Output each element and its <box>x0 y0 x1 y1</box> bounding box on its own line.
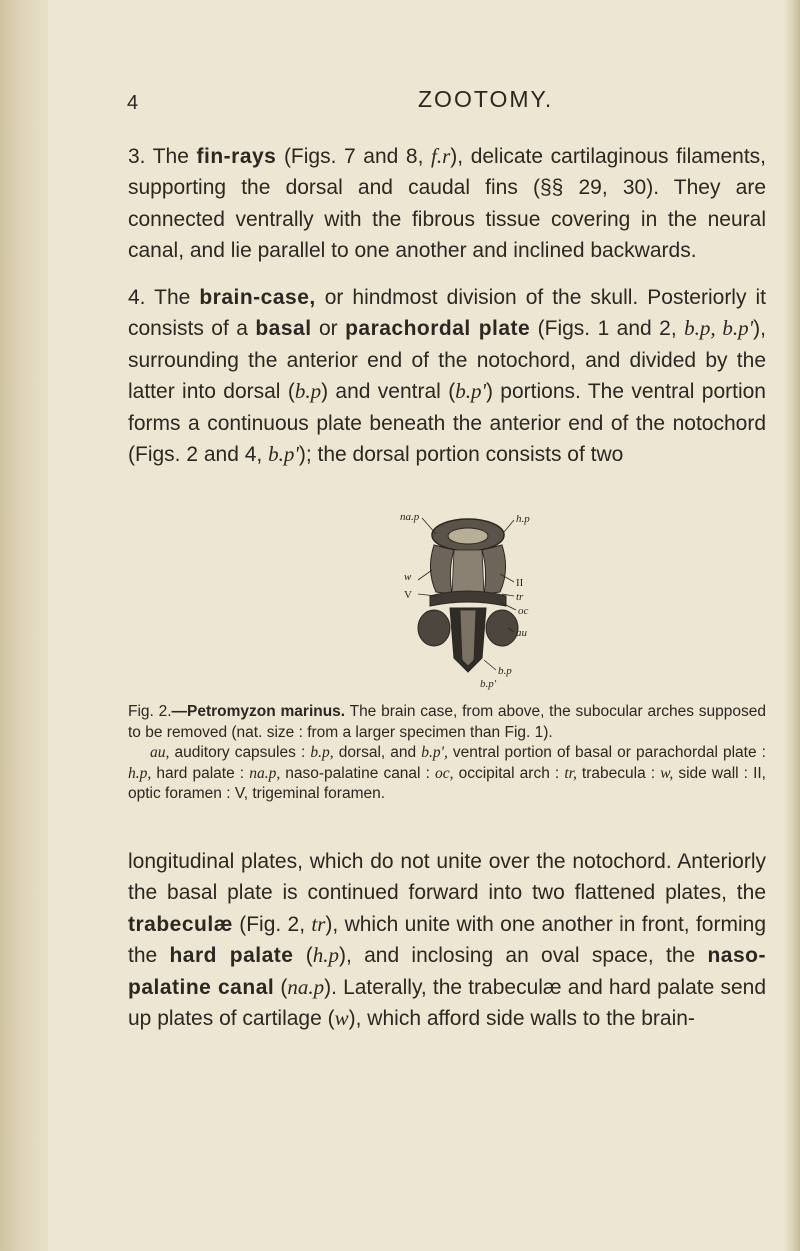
paragraph-brain-case: 4. The brain-case, or hindmost division of the skull. Posteriorly it consists of a basal or parachordal plate (Figs. 1 and 2, b.p, b.p'), surrounding the anterior end of the notochord, and divided by the latter into dorsal (b.p) and ventral (b.p') portions. The ventral portion forms a continuous plate beneath the anterior end of the notochord (Figs. 2 and 4, b.p'); the dorsal portion consists of two <box>128 286 766 467</box>
label-oc: oc <box>518 605 529 617</box>
book-spine-shadow <box>0 0 48 1251</box>
brain-case-figure <box>396 510 566 690</box>
label-b-p: b.p <box>498 665 512 677</box>
label-h-p: h.p <box>516 513 530 525</box>
paragraph-fin-rays: 3. The fin-rays (Figs. 7 and 8, f.r), delicate cartilaginous filaments, supporting the dorsal and caudal fins (§§ 29, 30). They are connected ventrally with the fibrous tissue covering in the neural canal, and lie parallel to one another and inclined backwards. <box>128 144 767 263</box>
caption-key: au, auditory capsules : b.p, dorsal, and b.p', ventral portion of basal or parachordal plate : h.p, hard palate : na.p, naso-palatine canal : oc, occipital arch : tr, trabecula : w, side wall : II, optic foramen : V, trigeminal foramen. <box>128 744 766 802</box>
term-trabeculae: trabeculæ <box>128 912 233 936</box>
figure-caption <box>128 702 766 805</box>
label-w: w <box>404 571 412 583</box>
running-title: ZOOTOMY. <box>418 86 554 112</box>
page-number: 4 <box>127 92 139 114</box>
label-au: au <box>516 627 527 639</box>
label-tr: tr <box>516 591 524 603</box>
term-naso-palatine-canal: naso-palatine canal <box>128 944 766 999</box>
label-II: II <box>516 577 524 589</box>
label-V: V <box>404 589 412 601</box>
caption-main: Fig. 2.—Petromyzon marinus. The brain case, from above, the subocular arches supposed to be removed (nat. size : from a larger specimen than Fig. 1). <box>128 703 766 741</box>
term-parachordal-plate: parachordal plate <box>345 317 531 341</box>
paragraph-trabeculae: longitudinal plates, which do not unite over the notochord. Anteriorly the basal plate is continued forward into two flattened plates, the trabeculæ (Fig. 2, tr), which unite with one another in front, forming the hard palate (h.p), and inclosing an oval space, the naso-palatine canal (na.p). Laterally, the trabeculæ and hard palate send up plates of cartilage (w), which afford side walls to the brain- <box>128 850 766 1031</box>
term-fin-rays: fin-rays <box>196 145 277 168</box>
label-b-p-prime: b.p' <box>480 678 497 690</box>
figure-drawing <box>418 518 518 672</box>
label-na-p: na.p <box>400 511 420 523</box>
term-hard-palate: hard palate <box>169 944 294 968</box>
term-basal: basal <box>255 317 312 341</box>
term-brain-case: brain-case, <box>199 286 316 309</box>
page-edge <box>784 0 800 1251</box>
